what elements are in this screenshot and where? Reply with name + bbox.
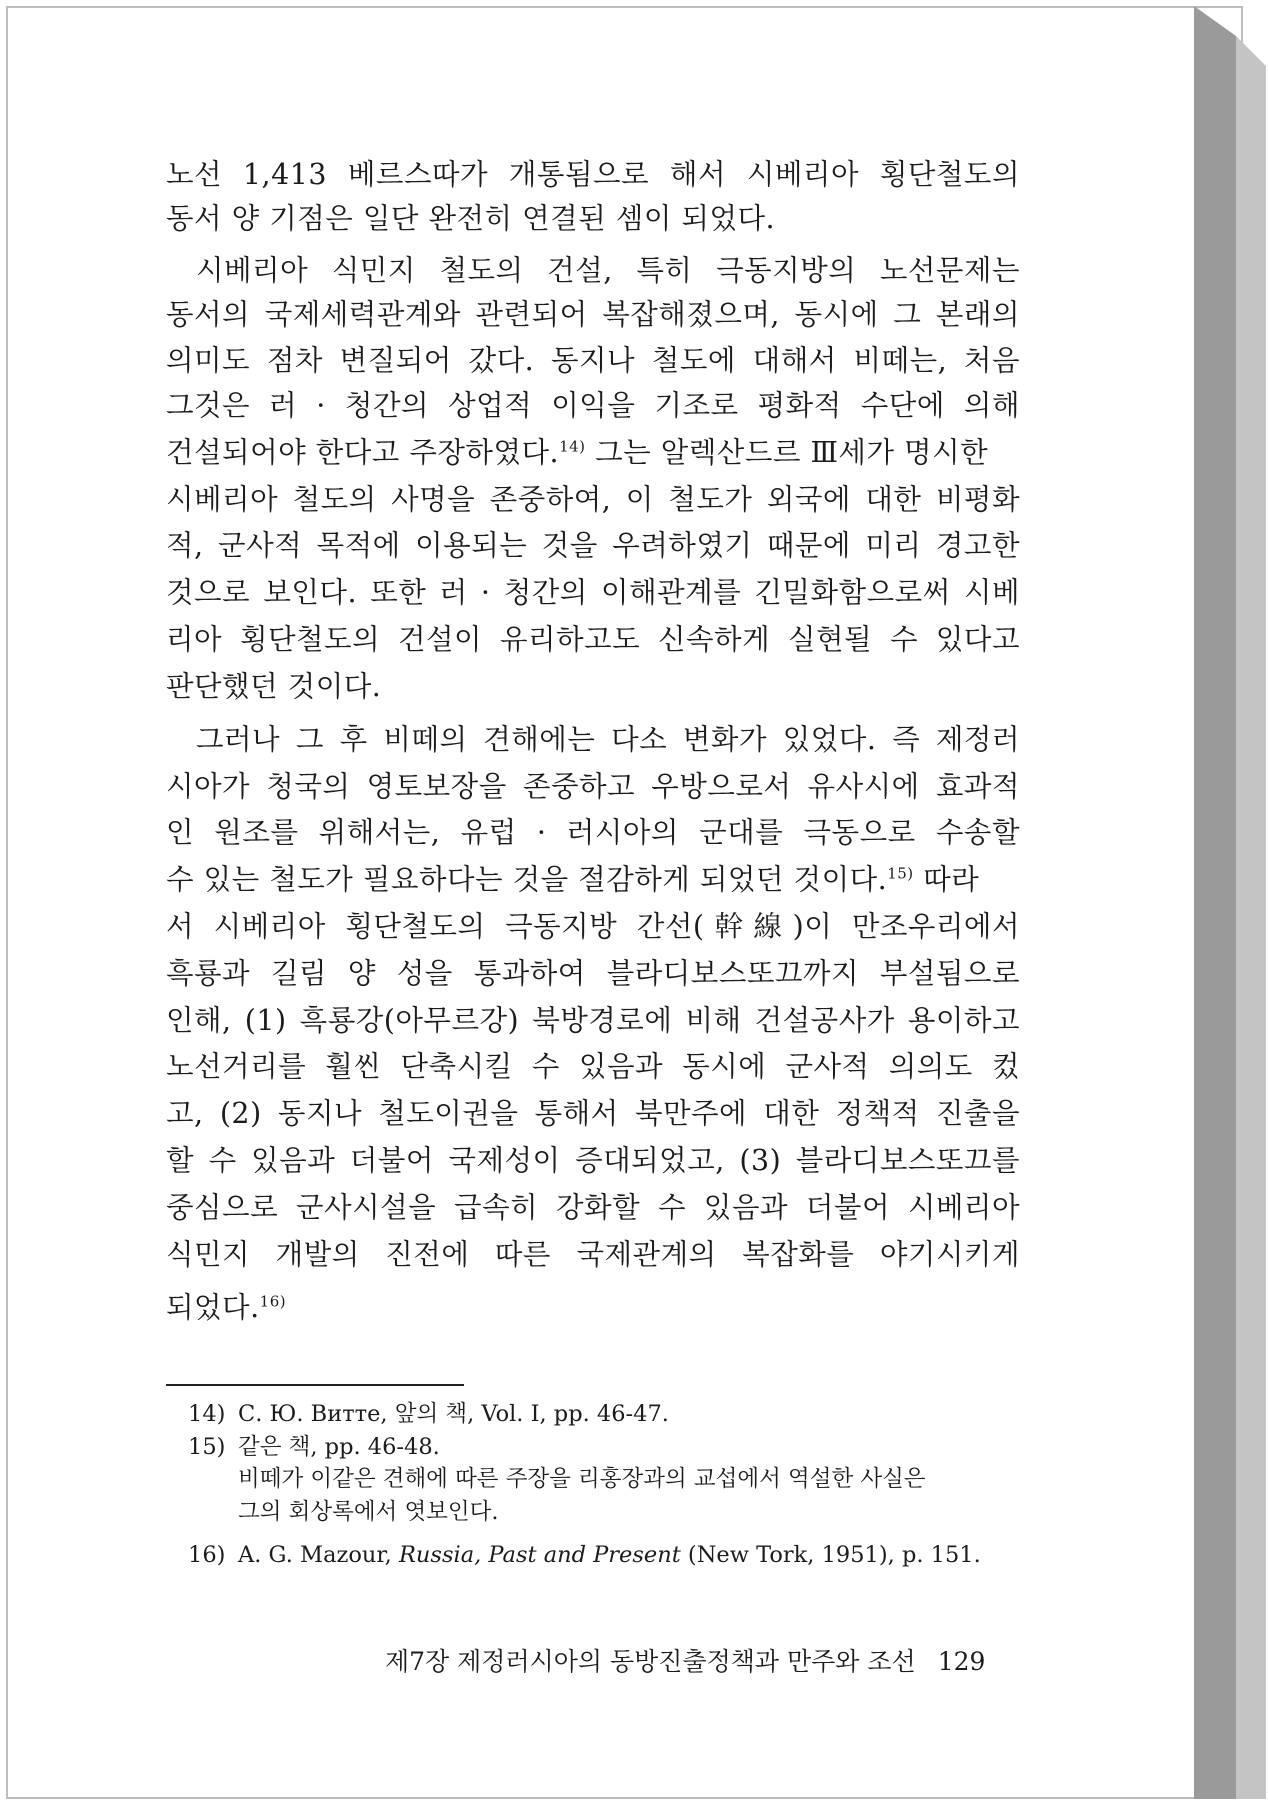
text-line: 중심으로 군사시설을 급속히 강화할 수 있음과 더불어 시베리아 [166,1191,1020,1224]
text-line: 리아 횡단철도의 건설이 유리하고도 신속하게 실현될 수 있다고 [166,623,1020,656]
text-line: 노선 1,413 베르스따가 개통됨으로 해서 시베리아 횡단철도의 [166,158,1020,191]
text-line: 판단했던 것이다. [166,670,382,703]
text-line: 것으로 보인다. 또한 러 · 청간의 이해관계를 긴밀화함으로써 시베 [166,576,1020,609]
text-line: 동서 양 기점은 일단 완전히 연결된 셈이 되었다. [166,202,776,235]
running-title: 제7장 제정러시아의 동방진출정책과 만주와 조선 [385,1647,916,1676]
text-line: 시아가 청국의 영토보장을 존중하고 우방으로서 유사시에 효과적 [166,770,1020,803]
footnote-number: 14) [188,1401,226,1427]
footnote-author: A. G. Mazour, [238,1542,399,1568]
footnote-book-title: Russia, Past and Present [398,1542,681,1568]
page-edge-shadow [1194,6,1266,1799]
footnote-text: С. Ю. Витте, 앞의 책, Vol. I, pp. 46-47. [238,1401,669,1427]
text-line: 의미도 점차 변질되어 갔다. 동지나 철도에 대해서 비떼는, 처음 [166,344,1020,377]
text-line: 서 시베리아 횡단철도의 극동지방 간선(幹線)이 만조우리에서 [166,910,1020,943]
text-segment: 그는 알렉산드르 Ⅲ세가 명시한 [585,436,989,469]
footnote-15 [188,1431,440,1463]
page-number: 129 [937,1647,986,1676]
text-line: 인 원조를 위해서는, 유럽 · 러시아의 군대를 극동으로 수송할 [166,816,1020,849]
text-line: 시베리아 식민지 철도의 건설, 특히 극동지방의 노선문제는 [196,254,1020,287]
text-line: 그것은 러 · 청간의 상업적 이익을 기조로 평화적 수단에 의해 [166,389,1020,422]
text-segment: 따라 [913,863,980,896]
text-segment: 되었다. [166,1291,260,1324]
text-line: 흑룡과 길림 양 성을 통과하여 블라디보스또끄까지 부설됨으로 [166,957,1020,990]
footnote-ref: 16) [259,1292,287,1311]
footnote-14 [188,1398,669,1430]
text-line [166,1285,1020,1331]
text-line: 식민지 개발의 진전에 따른 국제관계의 복잡화를 야기시키게 [166,1238,1020,1271]
text-line: 동서의 국제세력관계와 관련되어 복잡해졌으며, 동시에 그 본래의 [166,298,1020,331]
footnote-text: (New Tork, 1951), p. 151. [680,1542,981,1568]
footnote-number: 16) [188,1542,226,1568]
footnote-ref: 14) [559,437,586,456]
footnote-15-continuation: 그의 회상록에서 엿보인다. [238,1499,499,1525]
text-line: 인해, (1) 흑룡강(아무르강) 북방경로에 비해 건설공사가 용이하고 [166,1004,1020,1037]
text-line: 그러나 그 후 비떼의 견해에는 다소 변화가 있었다. 즉 제정러 [196,723,1020,756]
text-line [166,857,1020,903]
footnote-15-continuation: 비떼가 이같은 견해에 따른 주장을 리홍장과의 교섭에서 역설한 사실은 [238,1466,926,1492]
footnote-text: 같은 책, pp. 46-48. [238,1434,440,1460]
text-line: 시베리아 철도의 사명을 존중하여, 이 철도가 외국에 대한 비평화 [166,483,1020,516]
page-footer [385,1642,985,1678]
text-segment: 건설되어야 한다고 주장하였다. [166,436,560,469]
footnote-ref: 15) [887,864,914,883]
text-line: 할 수 있음과 더불어 국제성이 증대되었고, (3) 블라디보스또끄를 [166,1144,1020,1177]
footnote-number: 15) [188,1434,226,1460]
footnote-divider [166,1384,464,1386]
text-line: 노선거리를 훨씬 단축시킬 수 있음과 동시에 군사적 의의도 컸 [166,1050,1020,1083]
text-line: 적, 군사적 목적에 이용되는 것을 우려하였기 때문에 미리 경고한 [166,529,1020,562]
text-segment: 수 있는 철도가 필요하다는 것을 절감하게 되었던 것이다. [166,863,888,896]
text-line [166,430,1020,476]
text-line: 고, (2) 동지나 철도이권을 통해서 북만주에 대한 정책적 진출을 [166,1097,1020,1130]
footnote-16 [188,1539,981,1571]
